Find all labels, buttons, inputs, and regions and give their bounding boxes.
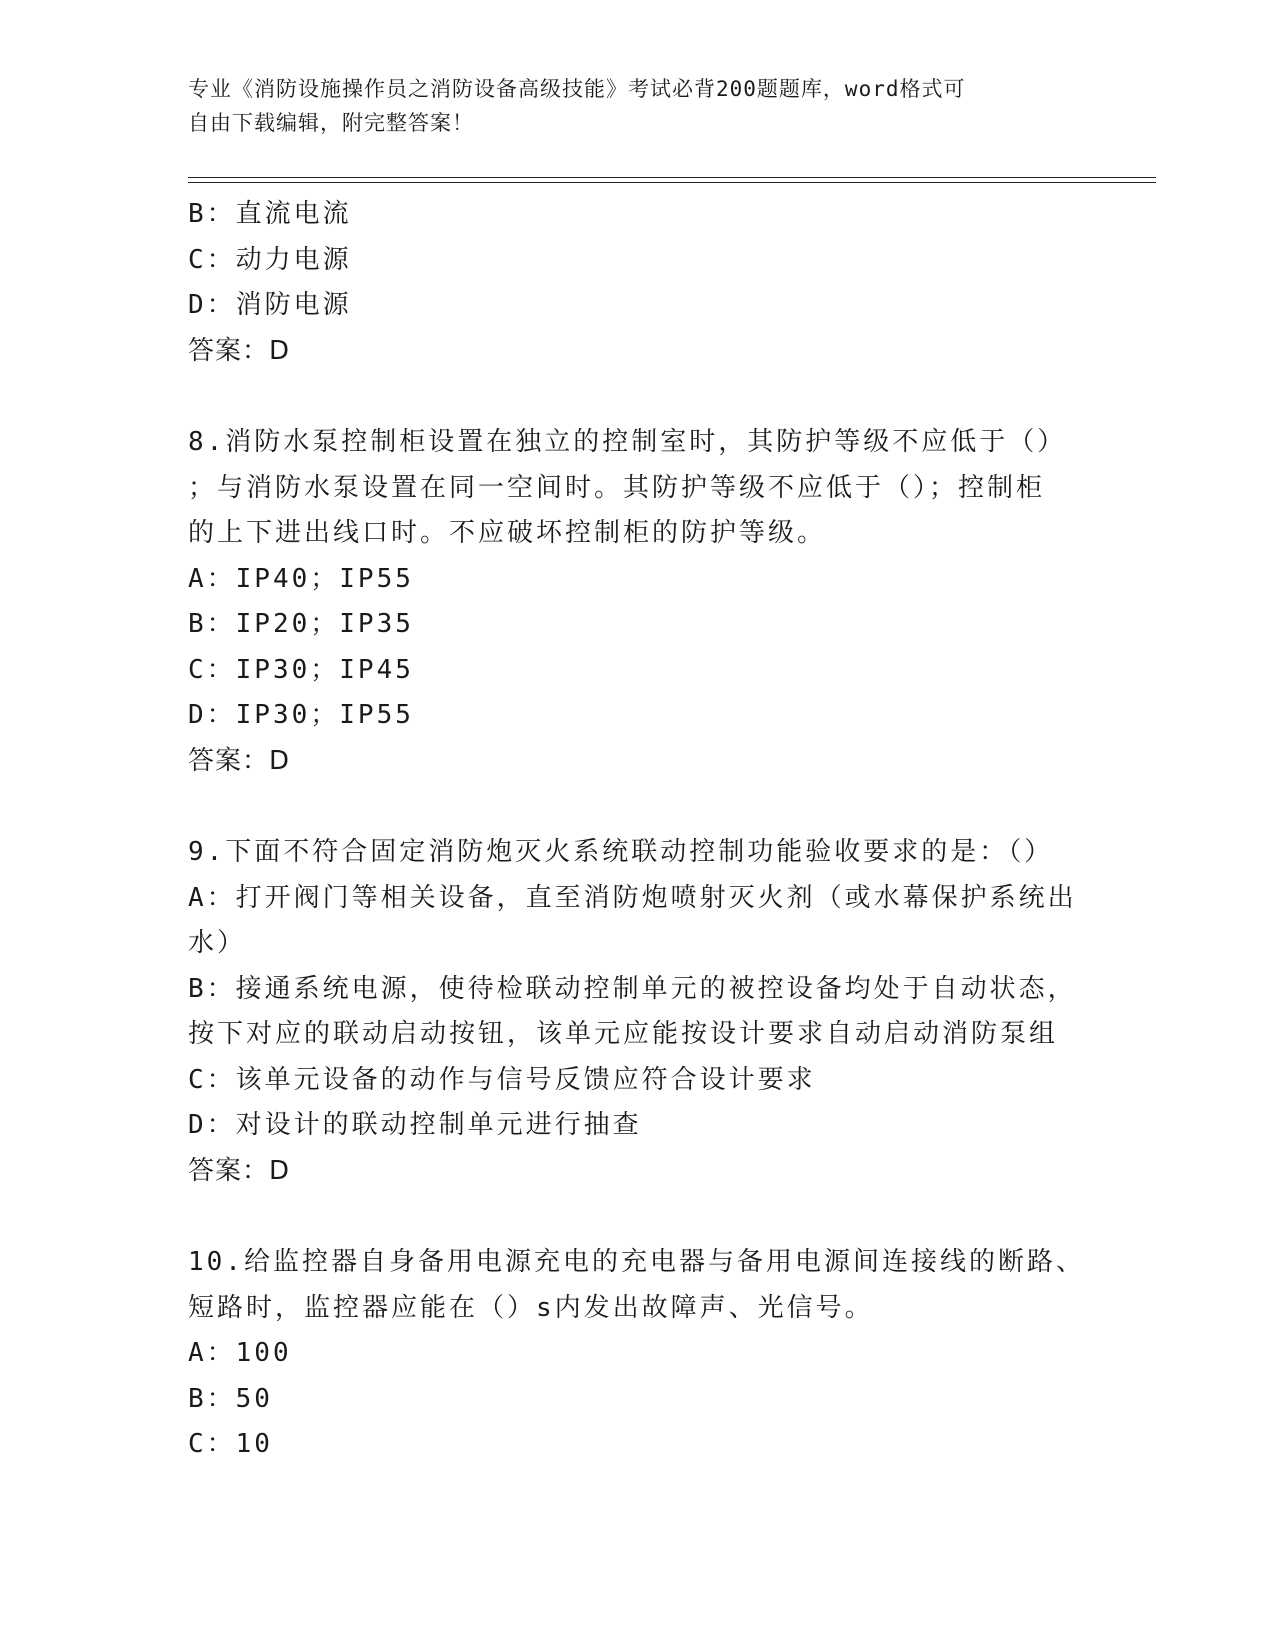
option-c: C：动力电源 [188, 244, 352, 275]
answer: 答案：D [188, 745, 291, 776]
option-a-continued: 水） [188, 928, 247, 958]
option-b: B：接通系统电源，使待检联动控制单元的被控设备均处于自动状态， [188, 973, 1077, 1004]
answer: 答案：D [188, 335, 291, 366]
option-d: D：IP30；IP55 [188, 700, 414, 730]
option-c: C：10 [188, 1429, 273, 1459]
question-stem: 8.消防水泵控制柜设置在独立的控制室时，其防护等级不应低于（） [188, 427, 1067, 457]
header-divider-top [188, 177, 1156, 178]
option-a: A：100 [188, 1338, 292, 1368]
option-d: D：对设计的联动控制单元进行抽查 [188, 1110, 642, 1140]
header-line-1: 专业《消防设施操作员之消防设备高级技能》考试必背200题题库，word格式可 [188, 77, 966, 101]
question-stem: ；与消防水泵设置在同一空间时。其防护等级不应低于（）；控制柜 [188, 472, 1046, 503]
question-stem: 短路时，监控器应能在（）s内发出故障声、光信号。 [188, 1292, 874, 1323]
option-b-continued: 按下对应的联动启动按钮，该单元应能按设计要求自动启动消防泵组 [188, 1019, 1059, 1049]
question-stem: 9.下面不符合固定消防炮灭火系统联动控制功能验收要求的是：（） [188, 837, 1054, 867]
option-b: B：直流电流 [188, 199, 352, 229]
question-7-tail [188, 192, 1088, 374]
question-10 [188, 1240, 1088, 1468]
question-8 [188, 420, 1088, 784]
option-b: B：50 [188, 1383, 273, 1414]
document-body [188, 192, 1088, 1468]
question-stem: 的上下进出线口时。不应破坏控制柜的防护等级。 [188, 518, 827, 548]
option-b: B：IP20；IP35 [188, 609, 414, 639]
header-divider-bottom [188, 182, 1156, 183]
option-d: D：消防电源 [188, 290, 352, 320]
option-c: C：该单元设备的动作与信号反馈应符合设计要求 [188, 1064, 816, 1095]
option-a: A：打开阀门等相关设备，直至消防炮喷射灭火剂（或水幕保护系统出 [188, 882, 1077, 913]
option-c: C：IP30；IP45 [188, 654, 414, 685]
question-9 [188, 830, 1088, 1194]
answer: 答案：D [188, 1155, 291, 1186]
document-header [188, 72, 1088, 140]
header-line-2: 自由下载编辑，附完整答案！ [188, 111, 474, 135]
question-stem: 10.给监控器自身备用电源充电的充电器与备用电源间连接线的断路、 [188, 1247, 1085, 1277]
option-a: A：IP40；IP55 [188, 563, 414, 594]
